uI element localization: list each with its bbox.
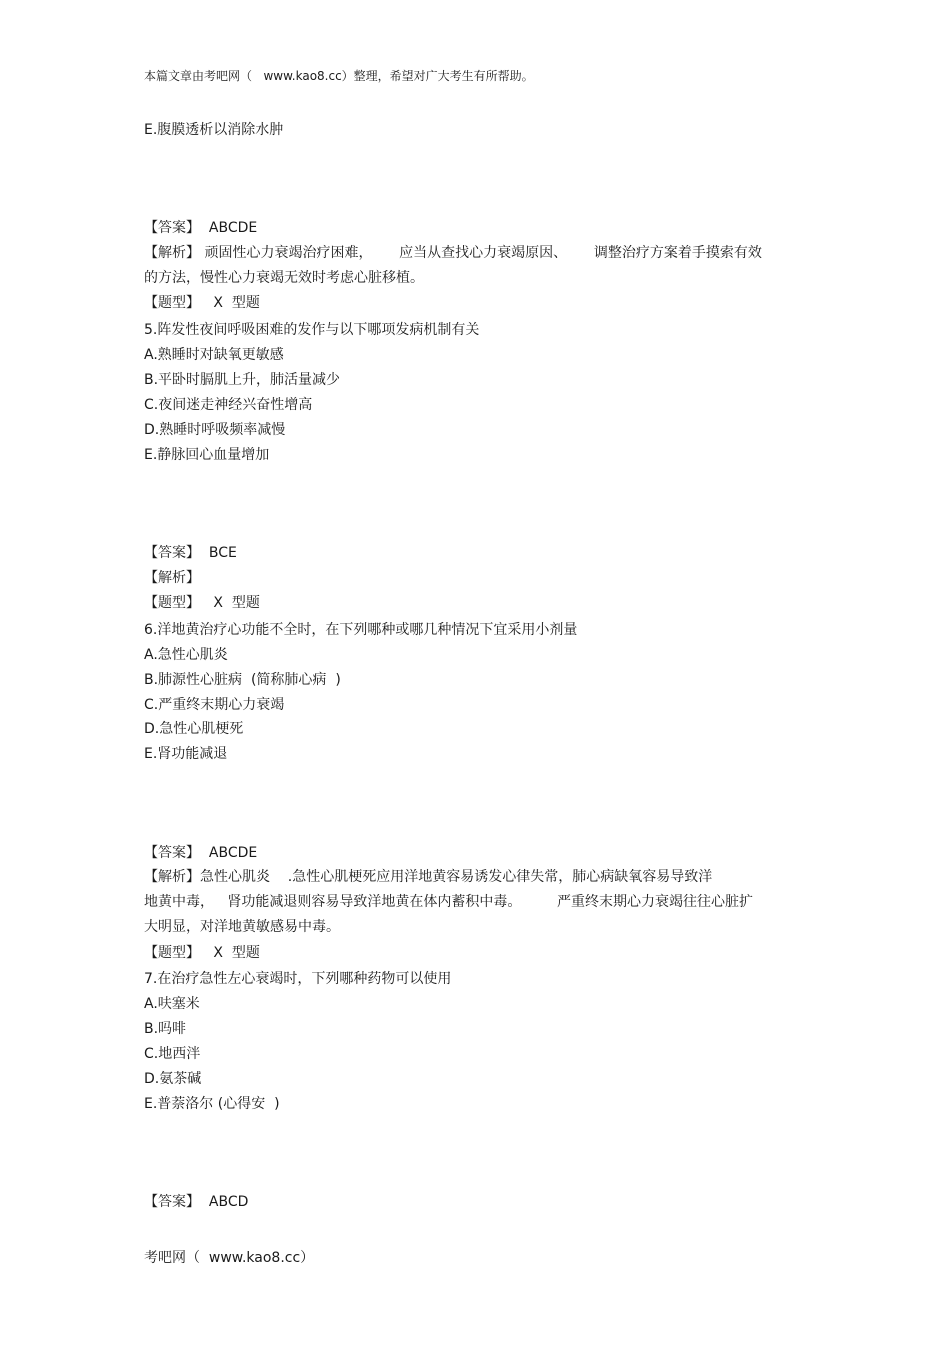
q4-answer: 【答案】 ABCDE (144, 220, 258, 236)
q4-analysis-1: 【解析】 顽固性心力衰竭治疗困难， 应当从查找心力衰竭原因、 调整治疗方案着手摸索有效 (144, 245, 762, 261)
q6-analysis-2: 地黄中毒， 肾功能减退则容易导致洋地黄在体内蓄积中毒。 严重终末期心力衰竭往往心脏扩 (144, 894, 753, 910)
q5-analysis: 【解析】 (144, 570, 200, 586)
q6-type: 【题型】 X 型题 (144, 945, 260, 961)
q5-option-a: A.熟睡时对缺氧更敏感 (144, 347, 284, 363)
q5-option-d: D.熟睡时呼吸频率减慢 (144, 422, 286, 438)
q6-option-c: C.严重终末期心力衰竭 (144, 697, 285, 713)
q7-option-d: D.氨茶碱 (144, 1071, 202, 1087)
q5-answer: 【答案】 BCE (144, 545, 237, 561)
q5-stem: 5.阵发性夜间呼吸困难的发作与以下哪项发病机制有关 (144, 322, 480, 338)
q6-option-e: E.肾功能减退 (144, 746, 228, 762)
q7-option-b: B.吗啡 (144, 1021, 187, 1037)
q6-analysis-1: 【解析】急性心肌炎 .急性心肌梗死应用洋地黄容易诱发心律失常，肺心病缺氧容易导致洋 (144, 869, 713, 885)
q6-option-b: B.肺源性心脏病 (简称肺心病 ) (144, 672, 341, 688)
q4-analysis-2: 的方法，慢性心力衰竭无效时考虑心脏移植。 (144, 270, 424, 286)
q7-answer: 【答案】 ABCD (144, 1194, 249, 1210)
q6-option-a: A.急性心肌炎 (144, 647, 228, 663)
q5-type: 【题型】 X 型题 (144, 595, 260, 611)
q6-analysis-3: 大明显，对洋地黄敏感易中毒。 (144, 919, 340, 935)
q7-option-a: A.呋塞米 (144, 996, 200, 1012)
q6-option-d: D.急性心肌梗死 (144, 721, 244, 737)
q5-option-b: B.平卧时膈肌上升，肺活量减少 (144, 372, 341, 388)
page-footer: 考吧网（ www.kao8.cc） (144, 1250, 315, 1266)
page-header: 本篇文章由考吧网（ www.kao8.cc）整理，希望对广大考生有所帮助。 (144, 69, 534, 83)
q7-option-e: E.普萘洛尔 (心得安 ) (144, 1096, 280, 1112)
q7-option-c: C.地西泮 (144, 1046, 201, 1062)
q5-option-c: C.夜间迷走神经兴奋性增高 (144, 397, 313, 413)
q7-stem: 7.在治疗急性左心衰竭时，下列哪种药物可以使用 (144, 971, 452, 987)
q4-option-e: E.腹膜透析以消除水肿 (144, 122, 284, 138)
q6-answer: 【答案】 ABCDE (144, 845, 258, 861)
q5-option-e: E.静脉回心血量增加 (144, 447, 270, 463)
q4-type: 【题型】 X 型题 (144, 295, 260, 311)
q6-stem: 6.洋地黄治疗心功能不全时，在下列哪种或哪几种情况下宜采用小剂量 (144, 622, 578, 638)
